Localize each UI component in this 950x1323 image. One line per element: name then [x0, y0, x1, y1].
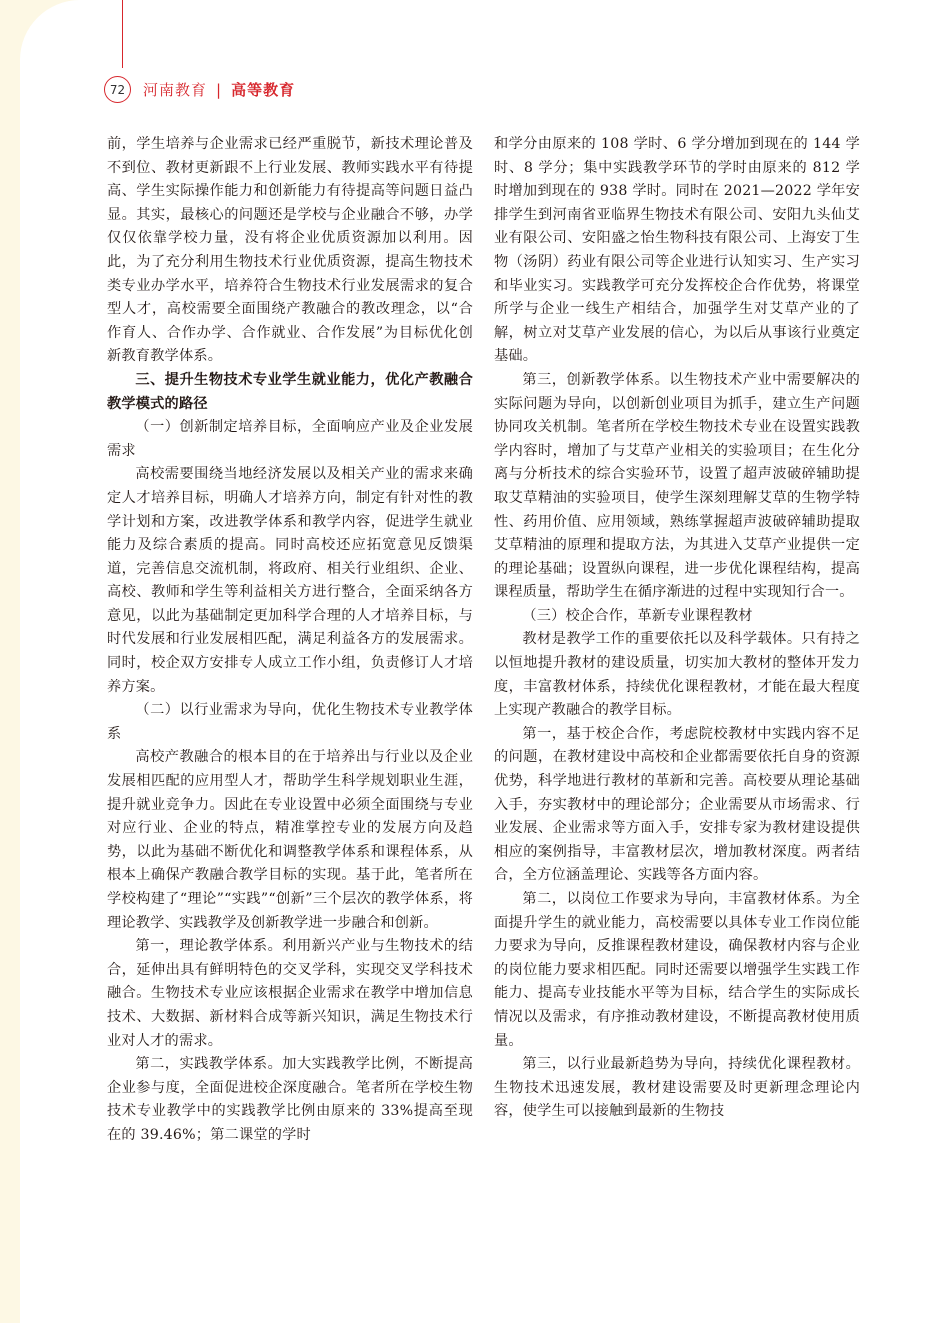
subsection-heading: （二）以行业需求为导向，优化生物技术专业教学体系 [107, 702, 473, 742]
section-name: 高等教育 [231, 81, 296, 99]
paragraph: 第三，创新教学体系。以生物技术产业中需要解决的实际问题为导向，以创新创业项目为抓手，建立生产问题协同攻关机制。笔者所在学校生物技术专业在设置实践教学内容时，增加了与艾草产业相关的实验项目；在生化分离与分析技术的综合实验环节，设置了超声波破碎辅助提取艾草精油的实验项目，使学生深刻理解艾草的生物学特性、药用价值、应用领域，熟练掌握超声波破碎辅助提取艾草精油的原理和提取方法，为其进入艾草产业提供一定的理论基础；设置纵向课程，进一步优化课程结构，提高课程质量，帮助学生在循序渐进的过程中实现知行合一。 [494, 371, 860, 601]
paragraph: 第二，以岗位工作要求为导向，丰富教材体系。为全面提升学生的就业能力，高校需要以具体专业工作岗位能力要求为导向，反推课程教材建设，确保教材内容与企业的岗位能力要求相匹配。同时还需要以增强学生实践工作能力、提高专业技能水平等为目标，结合学生的实际成长情况以及需求，有序推动教材建设，不断提高教材使用质量。 [494, 891, 860, 1049]
journal-name: 河南教育 [143, 81, 208, 99]
paragraph: 第三，以行业最新趋势为导向，持续优化课程教材。生物技术迅速发展，教材建设需要及时更新理念理论内容，使学生可以接触到最新的生物技 [494, 1056, 860, 1120]
paragraph: 和学分由原来的 108 学时、6 学分增加到现在的 144 学时、8 学分；集中实践教学环节的学时由原来的 812 学时增加到现在的 938 学时。同时在 2021—2022 学年安排学生到河南省亚临界生物技术有限公司、安阳九头仙艾业有限公司、安阳盛之怡生物科技有限公司、上海安丁生物（汤阴）药业有限公司等企业进行认知实习、生产实习和毕业实习。实践教学可充分发挥校企合作优势，将课堂所学与企业一线生产相结合，加强学生对艾草产业的了解，树立对艾草产业发展的信心，为以后从事该行业奠定基础。 [494, 136, 860, 365]
header-rule [122, 0, 123, 68]
running-header [143, 79, 295, 100]
left-column [107, 133, 473, 1148]
paragraph: 高校需要围绕当地经济发展以及相关产业的需求来确定人才培养目标，明确人才培养方向，制定有针对性的教学计划和方案，改进教学体系和教学内容，促进学生就业能力及综合素质的提高。同时高校还应拓宽意见反馈渠道，完善信息交流机制，将政府、相关行业组织、企业、高校、教师和学生等利益相关方进行整合，全面采纳各方意见，以此为基础制定更加科学合理的人才培养目标，与时代发展和行业发展相匹配，满足利益各方的发展需求。同时，校企双方安排专人成立工作小组，负责修订人才培养方案。 [107, 466, 473, 695]
subsection-heading: （三）校企合作，革新专业课程教材 [522, 607, 753, 624]
section-heading: 三、提升生物技术专业学生就业能力，优化产教融合教学模式的路径 [107, 371, 473, 412]
paragraph: 前，学生培养与企业需求已经严重脱节，新技术理论普及不到位、教材更新跟不上行业发展、教师实践水平有待提高、学生实际操作能力和创新能力有待提高等问题日益凸显。其实，最核心的问题还是学校与企业融合不够，办学仅仅依靠学校力量，没有将企业优质资源加以利用。因此，为了充分利用生物技术行业优质资源，提高生物技术类专业办学水平，培养符合生物技术行业发展需求的复合型人才，高校需要全面围绕产教融合的教改理念，以“合作育人、合作办学、合作就业、合作发展”为目标优化创新教育教学体系。 [107, 136, 473, 365]
paragraph: 高校产教融合的根本目的在于培养出与行业以及企业发展相匹配的应用型人才，帮助学生科学规划职业生涯，提升就业竞争力。因此在专业设置中必须全面围绕与专业对应行业、企业的特点，精准掌控专业的发展方向及趋势，以此为基础不断优化和调整教学体系和课程体系，从根本上确保产教融合教学目标的实现。基于此，笔者所在学校构建了“理论”“实践”“创新”三个层次的教学体系，将理论教学、实践教学及创新教学进一步融合和创新。 [107, 749, 473, 931]
paragraph: 第一，基于校企合作，考虑院校教材中实践内容不足的问题，在教材建设中高校和企业都需要依托自身的资源优势，科学地进行教材的革新和完善。高校要从理论基础入手，夯实教材中的理论部分；企业需要从市场需求、行业发展、企业需求等方面入手，安排专家为教材建设提供相应的案例指导，丰富教材层次，增加教材深度。两者结合，全方位涵盖理论、实践等各方面内容。 [494, 725, 860, 884]
page-number: 72 [104, 76, 131, 103]
paragraph: 第一，理论教学体系。利用新兴产业与生物技术的结合，延伸出具有鲜明特色的交叉学科，实现交叉学科技术融合。生物技术专业应该根据企业需求在教学中增加信息技术、大数据、新材料合成等新兴知识，满足生物技术行业对人才的需求。 [107, 938, 473, 1049]
subsection-heading: （一）创新制定培养目标，全面响应产业及企业发展需求 [107, 419, 473, 459]
paragraph: 教材是教学工作的重要依托以及科学载体。只有持之以恒地提升教材的建设质量，切实加大教材的整体开发力度，丰富教材体系，持续优化课程教材，才能在最大程度上实现产教融合的教学目标。 [494, 631, 860, 719]
header-separator: | [216, 81, 223, 99]
right-column [494, 133, 860, 1124]
paragraph: 第二，实践教学体系。加大实践教学比例，不断提高企业参与度，全面促进校企深度融合。笔者所在学校生物技术专业教学中的实践教学比例由原来的 33%提高至现在的 39.46%；第二课堂的学时 [107, 1056, 473, 1143]
